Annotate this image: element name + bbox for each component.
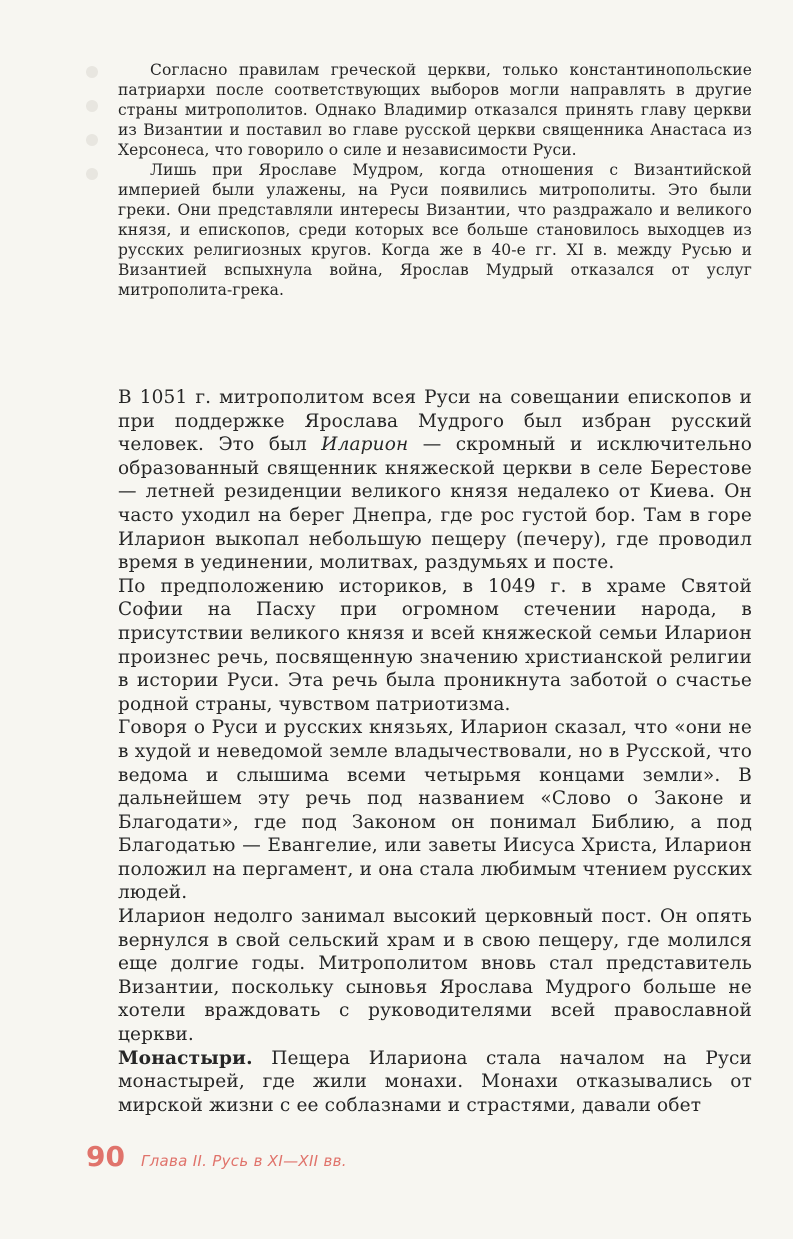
paragraph-5-text: Пещера Илариона стала началом на Руси монастырей, где жили монахи. Монахи отказывались от мирской жизни с ее соблазнами и страстями, давали обет	[118, 1047, 752, 1116]
paragraph-1-start: В 1051 г. митрополитом всея Руси на совещании епископов и при поддержке Ярослава Мудрого был избран русский человек. Это был	[118, 387, 752, 456]
main-paragraph-1	[118, 386, 752, 575]
margin-dot	[86, 100, 98, 112]
page-footer	[86, 1140, 347, 1173]
main-paragraph-3: Говоря о Руси и русских князьях, Иларион сказал, что «они не в худой и неведомой земле владычествовали, но в Русской, что ведома и слышима всеми четырьмя концами земли». В дальнейшем эту речь под названием «Слово о Законе и Благодати», где под Законом он понимал Библию, а под Благодатью — Евангелие, или заветы Иисуса Христа, Иларион положил на пергамент, и она стала любимым чтением русских людей.	[118, 717, 752, 904]
main-paragraph-5	[118, 1047, 752, 1118]
section-heading-monasteries: Монастыри.	[118, 1047, 253, 1069]
paragraph-1-end: — скромный и исключительно образованный священник княжеской церкви в селе Берестове — летней резиденции великого князя недалеко от Киева. Он часто уходил на берег Днепра, где рос густой бор. Там в горе Иларион выкопал небольшую пещеру (печеру), где проводил время в уединении, молитвах, раздумьях и посте.	[118, 434, 753, 574]
margin-dot	[86, 168, 98, 180]
margin-dot	[86, 66, 98, 78]
page-number: 90	[86, 1140, 125, 1173]
aside-paragraph-1: Согласно правилам греческой церкви, только константинопольские патриархи после соответствующих выборов могли направлять в другие страны митрополитов. Однако Владимир отказался принять главу церкви из Византии и поставил во главе русской церкви священника Анастаса из Херсонеса, что говорило о силе и независимости Руси.	[118, 61, 752, 159]
aside-text-block	[118, 60, 752, 300]
aside-paragraph-2: Лишь при Ярославе Мудром, когда отношения с Византийской империей были улажены, на Руси появились митрополиты. Это были греки. Они представляли интересы Византии, что раздражало и великого князя, и епископов, среди которых все больше становилось выходцев из русских религиозных кругов. Когда же в 40-е гг. XI в. между Русью и Византией вспыхнула война, Ярослав Мудрый отказался от услуг митрополита-грека.	[118, 161, 752, 299]
margin-decoration	[86, 66, 104, 202]
main-text-block	[118, 386, 752, 1117]
margin-dot	[86, 134, 98, 146]
main-paragraph-2: По предположению историков, в 1049 г. в храме Святой Софии на Пасху при огромном стечении народа, в присутствии великого князя и всей княжеской семьи Иларион произнес речь, посвященную значению христианской религии в истории Руси. Эта речь была проникнута заботой о счастье родной страны, чувством патриотизма.	[118, 575, 752, 715]
name-hilarion: Иларион	[321, 434, 409, 456]
running-head: Глава II. Русь в XI—XII вв.	[140, 1152, 347, 1170]
main-paragraph-4: Иларион недолго занимал высокий церковный пост. Он опять вернулся в свой сельский храм и в свою пещеру, где молился еще долгие годы. Митрополитом вновь стал представитель Византии, поскольку сыновья Ярослава Мудрого больше не хотели враждовать с руководителями всей православной церкви.	[118, 906, 752, 1046]
